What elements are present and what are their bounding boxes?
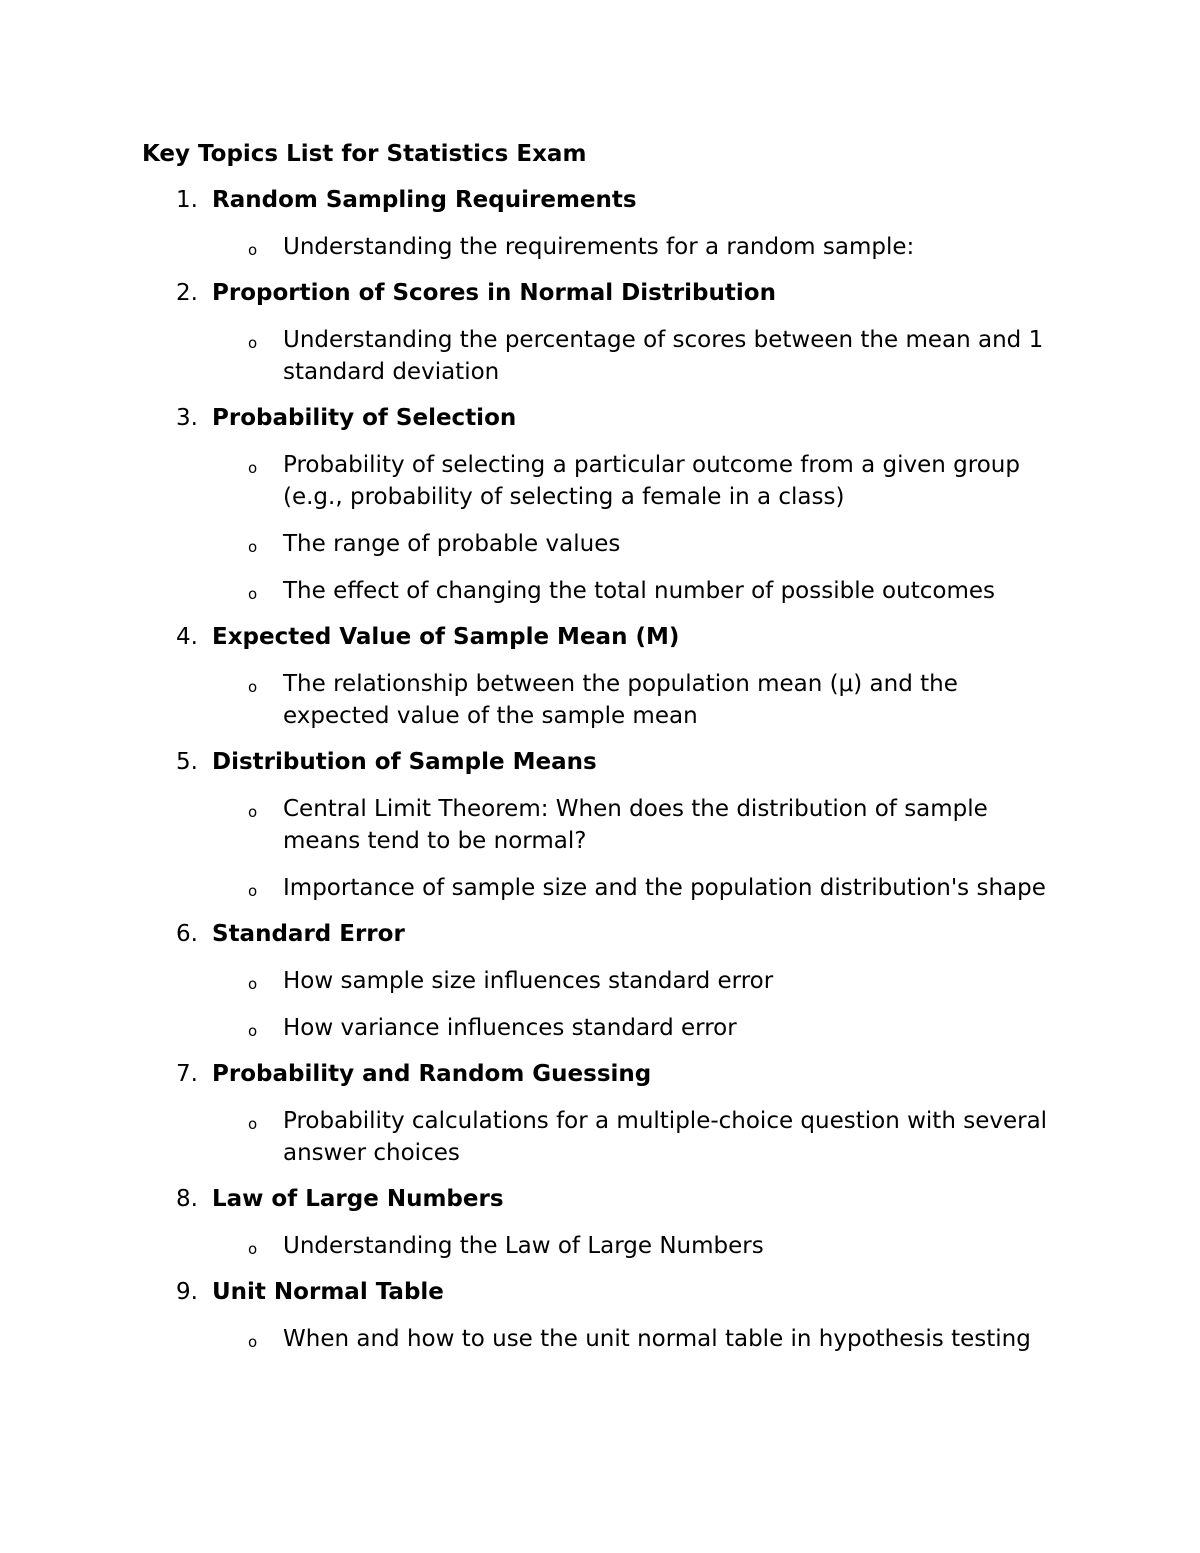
subtopic-text: Probability calculations for a multiple-choice question with several answer choices xyxy=(283,1108,1048,1166)
topic-heading xyxy=(142,747,1062,778)
topic-title: Unit Normal Table xyxy=(212,1279,444,1305)
subtopic-item xyxy=(142,668,1062,732)
subtopic-list xyxy=(142,231,1062,263)
topic-item xyxy=(142,1059,1062,1169)
subtopic-list xyxy=(142,793,1062,904)
topic-number: 7. xyxy=(176,1061,198,1087)
subtopic-text: The effect of changing the total number of possible outcomes xyxy=(283,578,995,604)
topic-number: 1. xyxy=(176,187,198,213)
circle-bullet-icon: o xyxy=(248,1022,258,1040)
subtopic-text: Importance of sample size and the population distribution's shape xyxy=(283,875,1046,901)
topic-title: Probability and Random Guessing xyxy=(212,1061,652,1087)
subtopic-list xyxy=(142,1230,1062,1262)
topic-title: Expected Value of Sample Mean (M) xyxy=(212,624,680,650)
topic-number: 9. xyxy=(176,1279,198,1305)
subtopic-text: How sample size influences standard error xyxy=(283,968,774,994)
subtopic-list xyxy=(142,1105,1062,1169)
topic-item xyxy=(142,1277,1062,1355)
subtopic-text: Understanding the Law of Large Numbers xyxy=(283,1233,764,1259)
subtopic-text: Central Limit Theorem: When does the distribution of sample means tend to be normal? xyxy=(283,796,988,854)
circle-bullet-icon: o xyxy=(248,459,258,477)
subtopic-list xyxy=(142,668,1062,732)
subtopic-item xyxy=(142,1105,1062,1169)
circle-bullet-icon: o xyxy=(248,803,258,821)
circle-bullet-icon: o xyxy=(248,882,258,900)
subtopic-item xyxy=(142,872,1062,904)
topic-title: Distribution of Sample Means xyxy=(212,749,597,775)
topic-item xyxy=(142,747,1062,904)
topic-item xyxy=(142,919,1062,1044)
subtopic-list xyxy=(142,1323,1062,1355)
topic-title: Standard Error xyxy=(212,921,405,947)
topic-title: Law of Large Numbers xyxy=(212,1186,504,1212)
topic-heading xyxy=(142,622,1062,653)
topic-number: 2. xyxy=(176,280,198,306)
topic-heading xyxy=(142,278,1062,309)
subtopic-item xyxy=(142,528,1062,560)
topic-item xyxy=(142,278,1062,388)
subtopic-item xyxy=(142,449,1062,513)
topic-number: 8. xyxy=(176,1186,198,1212)
circle-bullet-icon: o xyxy=(248,1333,258,1351)
subtopic-item xyxy=(142,965,1062,997)
subtopic-list xyxy=(142,965,1062,1044)
topic-heading xyxy=(142,403,1062,434)
subtopic-item xyxy=(142,1230,1062,1262)
subtopic-item xyxy=(142,231,1062,263)
circle-bullet-icon: o xyxy=(248,1115,258,1133)
subtopic-text: The relationship between the population mean (μ) and the expected value of the sample mean xyxy=(283,671,958,729)
subtopic-item xyxy=(142,1012,1062,1044)
topic-item xyxy=(142,185,1062,263)
circle-bullet-icon: o xyxy=(248,585,258,603)
subtopic-item xyxy=(142,793,1062,857)
subtopic-text: The range of probable values xyxy=(283,531,621,557)
topic-item xyxy=(142,622,1062,732)
topic-heading xyxy=(142,919,1062,950)
subtopic-text: How variance influences standard error xyxy=(283,1015,737,1041)
topic-item xyxy=(142,403,1062,607)
subtopic-list xyxy=(142,449,1062,607)
topic-list xyxy=(142,185,1062,1355)
circle-bullet-icon: o xyxy=(248,538,258,556)
subtopic-text: When and how to use the unit normal table in hypothesis testing xyxy=(283,1326,1031,1352)
subtopic-item xyxy=(142,575,1062,607)
topic-number: 6. xyxy=(176,921,198,947)
topic-title: Proportion of Scores in Normal Distribution xyxy=(212,280,776,306)
subtopic-text: Understanding the percentage of scores between the mean and 1 standard deviation xyxy=(283,327,1044,385)
topic-heading xyxy=(142,1277,1062,1308)
subtopic-list xyxy=(142,324,1062,388)
circle-bullet-icon: o xyxy=(248,678,258,696)
topic-item xyxy=(142,1184,1062,1262)
circle-bullet-icon: o xyxy=(248,1240,258,1258)
circle-bullet-icon: o xyxy=(248,334,258,352)
topic-heading xyxy=(142,1184,1062,1215)
topic-number: 5. xyxy=(176,749,198,775)
topic-heading xyxy=(142,185,1062,216)
topic-number: 4. xyxy=(176,624,198,650)
subtopic-item xyxy=(142,324,1062,388)
topic-title: Random Sampling Requirements xyxy=(212,187,637,213)
subtopic-text: Probability of selecting a particular outcome from a given group (e.g., probability of selecting a female in a class) xyxy=(283,452,1020,510)
circle-bullet-icon: o xyxy=(248,975,258,993)
subtopic-item xyxy=(142,1323,1062,1355)
circle-bullet-icon: o xyxy=(248,241,258,259)
topic-number: 3. xyxy=(176,405,198,431)
document-title: Key Topics List for Statistics Exam xyxy=(142,141,587,167)
document-page xyxy=(142,138,1062,1370)
topic-heading xyxy=(142,1059,1062,1090)
topic-title: Probability of Selection xyxy=(212,405,517,431)
subtopic-text: Understanding the requirements for a random sample: xyxy=(283,234,915,260)
